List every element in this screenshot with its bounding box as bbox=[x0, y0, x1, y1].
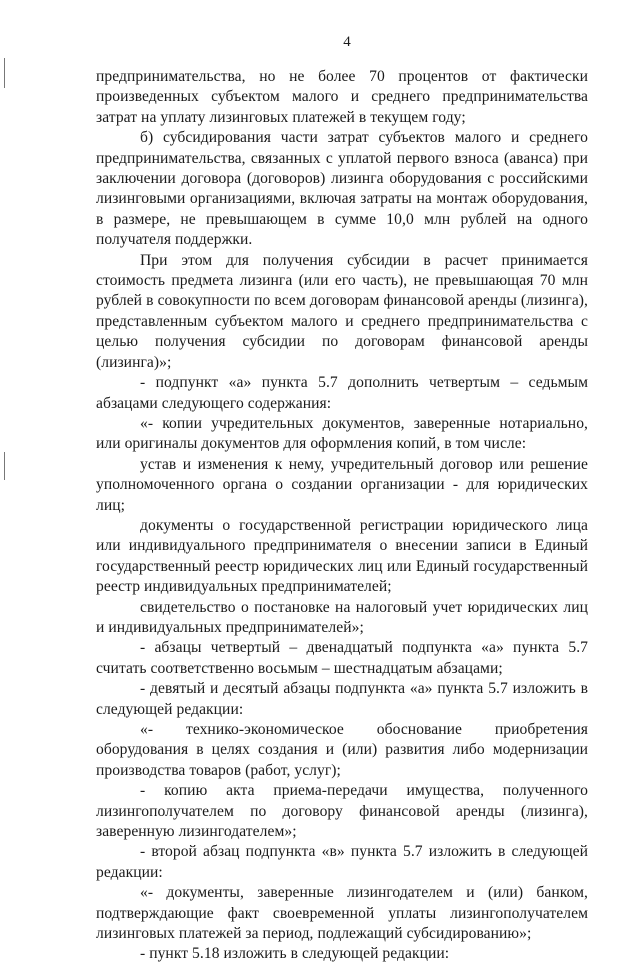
paragraph: б) субсидирования части затрат субъектов малого и среднего предпринимательства, связанных с уплатой первого взноса (аванса) при заключении договора (договоров) лизинга оборудования с российскими лизинговыми организациями, включая затраты на монтаж оборудования, в размере, не превышающем в сумме 10,0 млн рублей на одного получателя поддержки. bbox=[96, 129, 588, 249]
scan-edge-mark bbox=[4, 58, 5, 88]
document-body bbox=[96, 67, 588, 965]
paragraph: - абзацы четвертый – двенадцатый подпункта «а» пункта 5.7 считать соответственно восьмым – шестнадцатым абзацами; bbox=[96, 639, 588, 677]
paragraph: - второй абзац подпункта «в» пункта 5.7 изложить в следующей редакции: bbox=[96, 843, 588, 881]
paragraph: документы о государственной регистрации юридического лица или индивидуального предпринимателя о внесении записи в Единый государственный реестр юридических лиц или Единый государственный реестр индивидуальных предпринимателей; bbox=[96, 516, 588, 596]
paragraph: «- документы, заверенные лизингодателем и (или) банком, подтверждающие факт своевременной уплаты лизингополучателем лизинговых платежей за период, подлежащий субсидированию»; bbox=[96, 884, 588, 943]
paragraph: - копию акта приема-передачи имущества, полученного лизингополучателем по договору финансовой аренды (лизинга), заверенную лизингодателем»; bbox=[96, 782, 588, 841]
paragraph: - девятый и десятый абзацы подпункта «а» пункта 5.7 изложить в следующей редакции: bbox=[96, 680, 588, 718]
paragraph: свидетельство о постановке на налоговый учет юридических лиц и индивидуальных предпринимателей»; bbox=[96, 598, 588, 636]
paragraph: При этом для получения субсидии в расчет принимается стоимость предмета лизинга (или его часть), не превышающая 70 млн рублей в совокупности по всем договорам финансовой аренды (лизинга), представленным субъектом малого и среднего предпринимательства с целью получения субсидии по договорам финансовой аренды (лизинга)»; bbox=[96, 251, 588, 371]
paragraph: предпринимательства, но не более 70 процентов от фактически произведенных субъектом малого и среднего предпринимательства затрат на уплату лизинговых платежей в текущем году; bbox=[96, 68, 588, 126]
page-number: 4 bbox=[343, 34, 351, 50]
paragraph: - подпункт «а» пункта 5.7 дополнить четвертым – седьмым абзацами следующего содержания: bbox=[96, 374, 588, 412]
paragraph: «- копии учредительных документов, заверенные нотариально, или оригиналы документов для оформления копий, в том числе: bbox=[96, 414, 588, 453]
paragraph: «- технико-экономическое обоснование приобретения оборудования в целях создания и (или) развития либо модернизации производства товаров (работ, услуг); bbox=[96, 721, 588, 779]
paragraph: - пункт 5.18 изложить в следующей редакции: bbox=[140, 945, 450, 963]
paragraph: устав и изменения к нему, учредительный договор или решение уполномоченного органа о создании организации - для юридических лиц; bbox=[96, 455, 588, 514]
scan-edge-mark bbox=[4, 452, 5, 480]
